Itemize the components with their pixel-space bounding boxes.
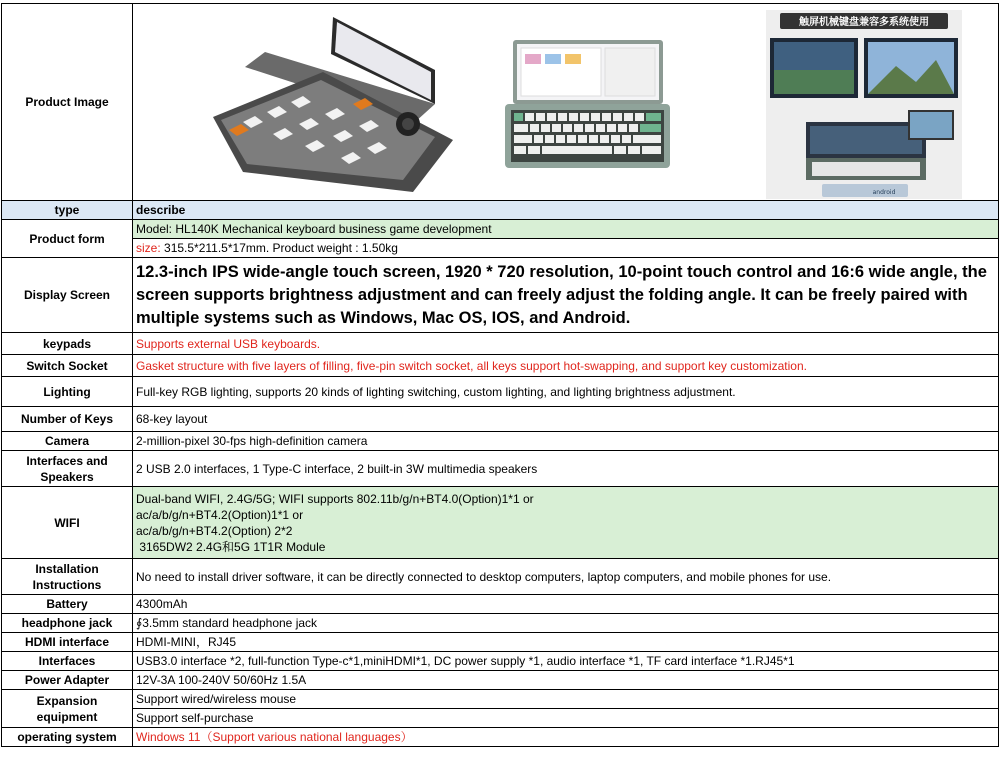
product-image-label: Product Image [2, 4, 133, 201]
number-of-keys-value: 68-key layout [133, 407, 999, 432]
installation-row [2, 559, 999, 595]
lighting-label: Lighting [2, 377, 133, 407]
switch-socket-label: Switch Socket [2, 355, 133, 377]
expansion-row-1 [2, 690, 999, 709]
hdmi-row [2, 633, 999, 652]
number-of-keys-row [2, 407, 999, 432]
expansion-row-2 [2, 709, 999, 728]
interfaces-label: Interfaces [2, 652, 133, 671]
header-row [2, 201, 999, 220]
camera-value: 2-million-pixel 30-fps high-definition camera [133, 432, 999, 451]
android-text: android [872, 189, 896, 196]
display-label: Display Screen [2, 258, 133, 333]
expansion-label: Expansion equipment [2, 690, 133, 728]
interfaces-speakers-row [2, 451, 999, 487]
product-image-keyboard-front [505, 40, 670, 168]
installation-value: No need to install driver software, it can be directly connected to desktop computers, laptop computers, and mobile phones for use. [133, 559, 999, 595]
os-label: operating system [2, 728, 133, 747]
interfaces-value: USB3.0 interface *2, full-function Type-c*1,miniHDMI*1, DC power supply *1, audio interface *1, TF card interface *1.RJ45*1 [133, 652, 999, 671]
interfaces-speakers-label: Interfaces and Speakers [2, 451, 133, 487]
wifi-line-2: ac/a/b/g/n+BT4.2(Option)1*1 or [136, 507, 304, 522]
interfaces-speakers-value: 2 USB 2.0 interfaces, 1 Type-C interface, 2 built-in 3W multimedia speakers [133, 451, 999, 487]
product-form-label: Product form [2, 220, 133, 258]
headphone-value: ∮3.5mm standard headphone jack [133, 614, 999, 633]
power-adapter-row [2, 671, 999, 690]
wifi-line-4: 3165DW2 2.4G和5G 1T1R Module [136, 539, 326, 554]
header-type: type [2, 201, 133, 220]
display-value: 12.3-inch IPS wide-angle touch screen, 1920 * 720 resolution, 10-point touch control and 16:6 wide angle, the screen supports brightness adjustment and can freely adjust the folding angle. It can be freely paired with multiple systems such as Windows, Mac OS, IOS, and Android. [133, 258, 999, 333]
power-adapter-value: 12V-3A 100-240V 50/60Hz 1.5A [133, 671, 999, 690]
lighting-row [2, 377, 999, 407]
battery-label: Battery [2, 595, 133, 614]
switch-socket-value: Gasket structure with five layers of filling, five-pin switch socket, all keys support hot-swapping, and support key customization. [133, 355, 999, 377]
product-image-keyboard-angled [203, 12, 453, 197]
camera-label: Camera [2, 432, 133, 451]
product-image-row [2, 4, 999, 201]
product-image-cell [133, 4, 999, 201]
power-adapter-label: Power Adapter [2, 671, 133, 690]
installation-label: Installation Instructions [2, 559, 133, 595]
battery-value: 4300mAh [133, 595, 999, 614]
product-form-size-row [2, 239, 999, 258]
header-describe: describe [133, 201, 999, 220]
keypads-value: Supports external USB keyboards. [133, 333, 999, 355]
keypads-label: keypads [2, 333, 133, 355]
banner-text: 触屏机械键盘兼容多系统使用 [799, 17, 929, 28]
battery-row [2, 595, 999, 614]
size-value: 315.5*211.5*17mm. Product weight : 1.50kg [160, 241, 398, 255]
hdmi-value: HDMI-MINI，RJ45 [133, 633, 999, 652]
product-form-model: Model: HL140K Mechanical keyboard business game development [133, 220, 999, 239]
headphone-label: headphone jack [2, 614, 133, 633]
lighting-value: Full-key RGB lighting, supports 20 kinds of lighting switching, custom lighting, and lighting brightness adjustment. [133, 377, 999, 407]
interfaces-row [2, 652, 999, 671]
product-form-size [133, 239, 999, 258]
spec-table [1, 3, 999, 747]
product-form-row [2, 220, 999, 239]
product-image-multi-system [766, 10, 962, 199]
wifi-value [133, 487, 999, 559]
headphone-row [2, 614, 999, 633]
number-of-keys-label: Number of Keys [2, 407, 133, 432]
camera-row [2, 432, 999, 451]
switch-socket-row [2, 355, 999, 377]
os-value: Windows 11（Support various national languages） [133, 728, 999, 747]
wifi-line-1: Dual-band WIFI, 2.4G/5G; WIFI supports 802.11b/g/n+BT4.0(Option)1*1 or [136, 491, 534, 506]
expansion-value-1: Support wired/wireless mouse [133, 690, 999, 709]
wifi-label: WIFI [2, 487, 133, 559]
display-row [2, 258, 999, 333]
hdmi-label: HDMI interface [2, 633, 133, 652]
keypads-row [2, 333, 999, 355]
wifi-row [2, 487, 999, 559]
size-label: size: [136, 241, 161, 255]
wifi-line-3: ac/a/b/g/n+BT4.2(Option) 2*2 [136, 523, 293, 538]
os-row [2, 728, 999, 747]
expansion-value-2: Support self-purchase [133, 709, 999, 728]
